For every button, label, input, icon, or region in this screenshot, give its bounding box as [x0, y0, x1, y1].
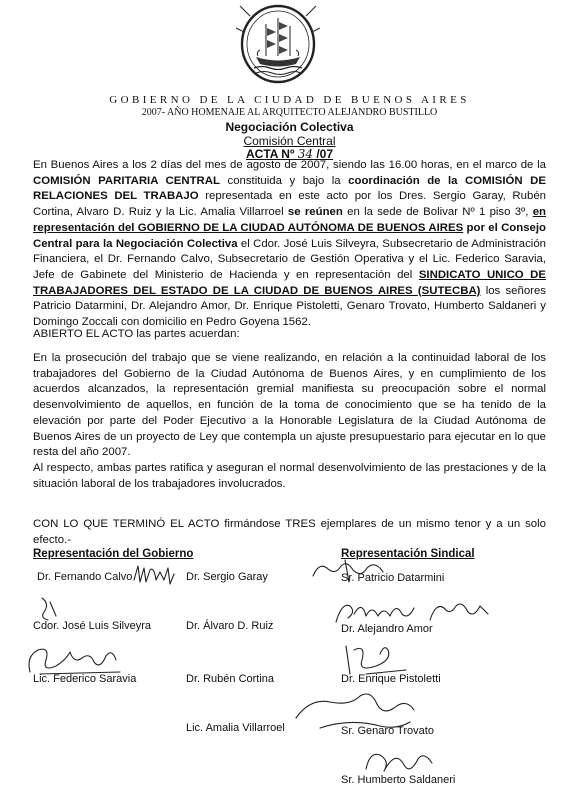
intro-council: Consejo Central para la Negociación Colectiva — [33, 221, 547, 250]
acta-prefix: ACTA Nº — [245, 147, 298, 161]
signatory-name: Dr. Fernando Calvo — [37, 571, 133, 583]
acta-number-handwritten: 34 — [297, 147, 313, 161]
signatory-name: Sr. Genaro Trovato — [341, 725, 434, 737]
homage-line: 2007- AÑO HOMENAJE AL ARQUITECTO ALEJANDRO BUSTILLO — [141, 107, 438, 118]
signature-pistoletti — [336, 640, 416, 680]
signatory-name: Dr. Enrique Pistoletti — [341, 673, 441, 685]
intro-gov-representation: en representación del GOBIERNO DE LA CIUDAD AUTÓNOMA DE BUENOS AIRES — [33, 206, 546, 234]
gov-signatures-heading: Representación del Gobierno — [33, 548, 194, 560]
city-seal-icon — [236, 2, 320, 92]
signatory-name: Sr. Patricio Datarmini — [341, 572, 445, 584]
signatory-name: Lic. Federico Saravia — [33, 673, 137, 685]
body-paragraph-1: En la prosecución del trabajo que se viene realizando, en relación a la continuidad laboral de los trabajadores del Gobierno de la Ciudad Autónoma de Buenos Aires, y en cumplimiento de los acuerdos alcanzados, la representación gremial manifiesta su preocupación sobre el normal desenvolvimiento de aquellos, en función de la toma de conocimiento que se ha tenido de la elevación por parte del Poder Ejecutivo a la Honorable Legislatura de la Ciudad Autónoma de Buenos Aires de un proyecto de Ley que contempla un ajuste presupuestario para ejecutar en lo que resta del año 2007. — [33, 352, 546, 459]
signatory-name: Cdor. José Luis Silveyra — [33, 620, 151, 632]
body-paragraph-2: Al respecto, ambas partes ratifica y aseguran el normal desenvolvimiento de las prestaciones y de la situación laboral de los trabajadores involucrados. — [33, 462, 546, 490]
signature-saravia — [20, 642, 130, 680]
intro-text: en la sede de Bolivar Nº 1 piso 3º, — [342, 206, 533, 219]
intro-meet: se reúnen — [287, 206, 343, 219]
intro-text: el Cdor. José Luis Silveyra, Subsecretario de Administración Financiera, el Dr. Fernando Calvo, Subsecretario de Gestión Operativa y el Lic. Federico Saravia, Jefe de Gabinete del Ministerio de Hacienda y en representación del — [33, 237, 547, 281]
closing-paragraph: CON LO QUE TERMINÓ EL ACTO firmándose TRES ejemplares de un mismo tenor y a un solo efecto.- — [33, 518, 546, 546]
intro-text: constituida y bajo la — [219, 174, 349, 187]
signatory-name: Lic. Amalia Villarroel — [186, 722, 285, 734]
signature-silveyra — [36, 594, 66, 624]
signature-datarmini — [305, 556, 395, 586]
intro-text: En Buenos Aires a los 2 días del mes de agosto de 2007, siendo las 16.00 horas, en el marco de la — [33, 159, 546, 171]
acta-suffix: /07 — [312, 147, 333, 161]
union-signatures-heading: Representación Sindical — [341, 548, 475, 560]
signature-saldaneri — [360, 745, 440, 779]
signature-calvo — [130, 560, 180, 590]
intro-text: representada en este acto por los Dres. Sergio Garay, Rubén Cortina, Alvaro D. Ruiz y la Lic. Amalia Villarroel — [33, 190, 546, 219]
intro-coordination: coordinación de la COMISIÓN DE RELACIONES DEL TRABAJO — [33, 174, 546, 203]
signatory-name: Dr. Alejandro Amor — [341, 623, 433, 635]
intro-commission: COMISIÓN PARITARIA CENTRAL — [33, 174, 220, 187]
intro-union: SINDICATO UNICO DE TRABAJADORES DEL ESTADO DE LA CIUDAD DE BUENOS AIRES (SUTECBA) — [33, 268, 546, 297]
signatory-name: Dr. Álvaro D. Ruiz — [186, 620, 274, 632]
intro-text: por el — [463, 221, 502, 234]
signatory-name: Sr. Humberto Saldaneri — [341, 774, 456, 786]
signatory-name: Dr. Rubén Cortina — [186, 673, 275, 685]
opening-paragraph: ABIERTO EL ACTO las partes acuerdan: — [33, 328, 240, 340]
document-title: Negociación Colectiva — [225, 120, 354, 134]
signatory-name: Dr. Sergio Garay — [186, 571, 268, 583]
signature-trovato — [290, 688, 420, 734]
signature-amor — [330, 594, 500, 628]
document-subtitle: Comisión Central — [243, 134, 336, 148]
government-header: GOBIERNO DE LA CIUDAD DE BUENOS AIRES — [109, 94, 470, 106]
intro-text: los señores Patricio Datarmini, Dr. Alejandro Amor, Dr. Enrique Pistoletti, Genaro Trovato, Humberto Saldaneri y Domingo Zoccali con domicilio en Pedro Goyena 1562. — [33, 284, 546, 329]
intro-paragraph — [33, 158, 546, 331]
